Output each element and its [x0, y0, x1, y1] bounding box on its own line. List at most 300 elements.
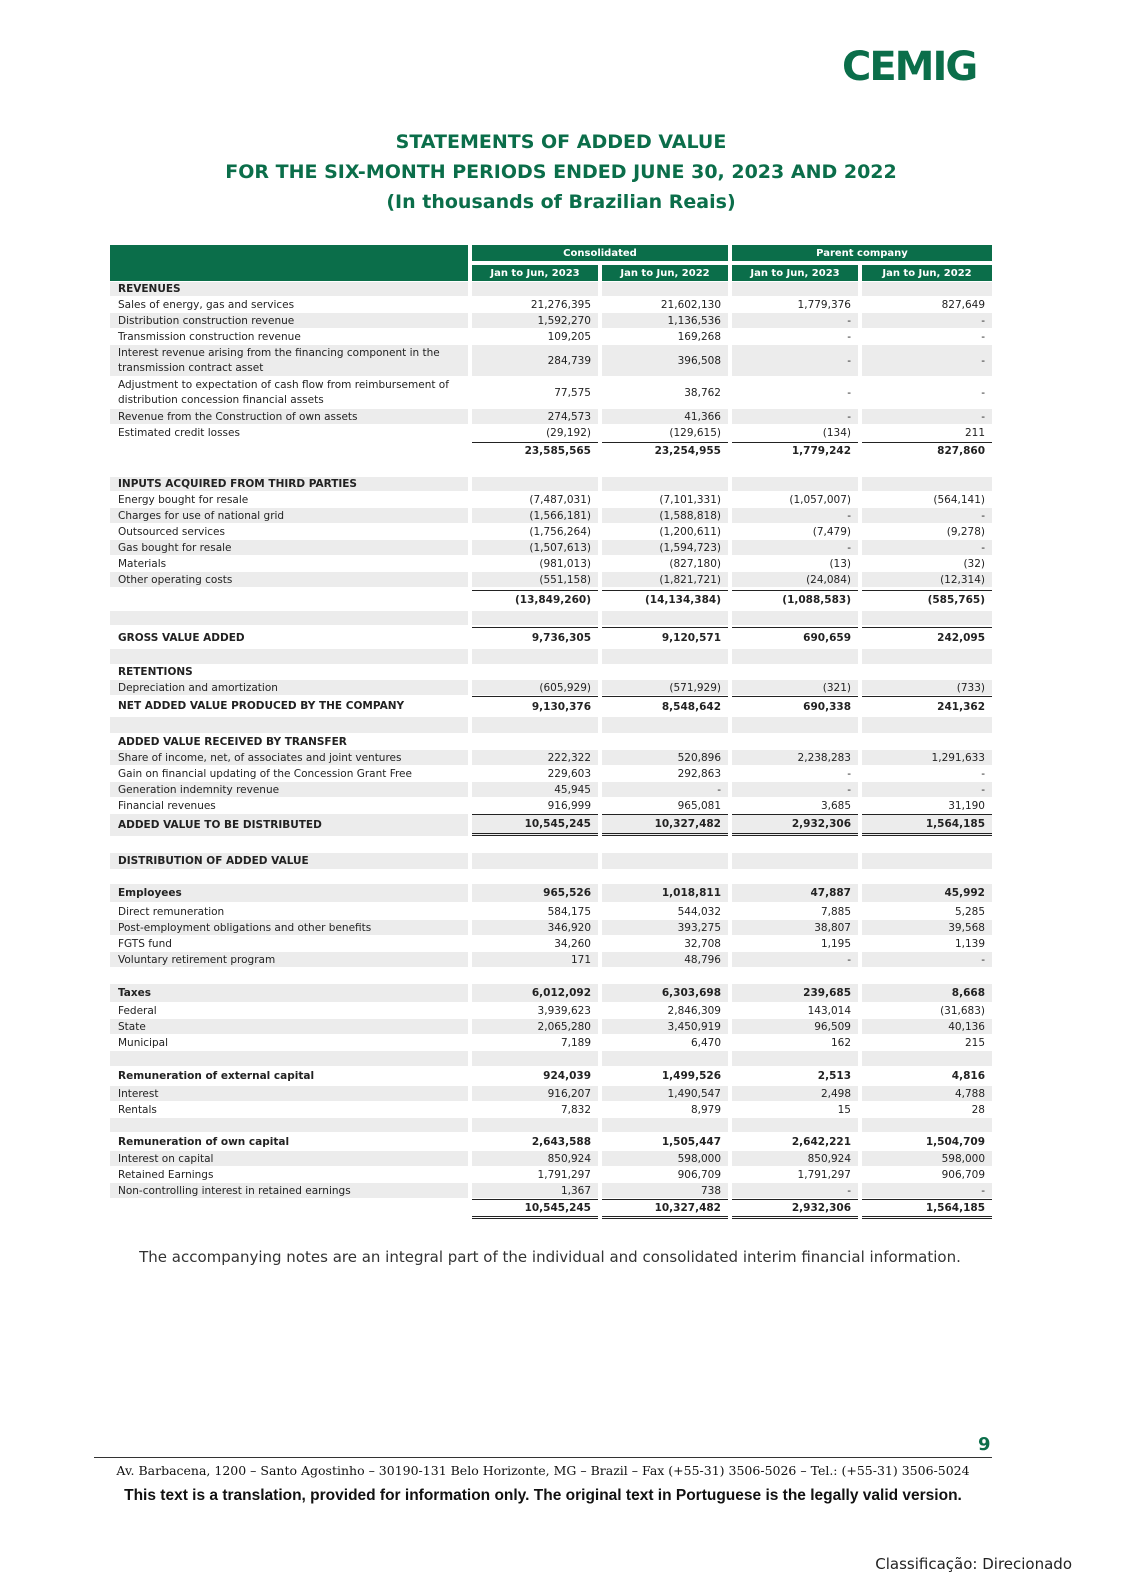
value-cell — [472, 611, 598, 625]
table-row — [110, 904, 992, 919]
value-cell: 1,779,376 — [797, 298, 851, 311]
value-cell: 850,924 — [732, 1151, 858, 1166]
value-cell: (564,141) — [933, 493, 985, 506]
header-col-3: Jan to Jun, 2023 — [732, 265, 858, 281]
row-label: Transmission construction revenue — [118, 330, 301, 343]
value-cell: (1,821,721) — [602, 572, 728, 587]
row-label: RETENTIONS — [118, 666, 193, 678]
value-cell — [602, 611, 728, 625]
value-cell: (29,192) — [546, 427, 591, 439]
row-label: Revenue from the Construction of own assets — [110, 409, 468, 424]
value-cell: (827,180) — [669, 557, 721, 570]
value-cell: 1,505,447 — [661, 1135, 721, 1148]
value-cell: 21,602,130 — [660, 298, 721, 311]
row-label — [110, 590, 468, 609]
value-cell: 2,238,283 — [732, 750, 858, 765]
table-row — [110, 884, 992, 902]
value-cell: - — [847, 767, 851, 780]
value-cell: (551,158) — [472, 572, 598, 587]
table-row — [110, 1035, 992, 1050]
row-label: Share of income, net, of associates and joint ventures — [110, 750, 468, 765]
header-col-2: Jan to Jun, 2022 — [602, 265, 728, 281]
table-row — [110, 409, 992, 424]
row-label: REVENUES — [110, 282, 468, 296]
value-cell: - — [981, 767, 985, 780]
value-cell: (129,615) — [669, 427, 721, 439]
table-row — [110, 853, 992, 869]
row-label: Post-employment obligations and other benefits — [110, 920, 468, 935]
value-cell: 965,526 — [472, 884, 598, 902]
value-cell: 6,303,698 — [602, 984, 728, 1002]
value-cell: 7,189 — [560, 1036, 591, 1049]
table-row — [110, 1067, 992, 1085]
value-cell — [472, 477, 598, 491]
value-cell — [732, 1051, 858, 1066]
value-cell: 96,509 — [732, 1019, 858, 1034]
table-row — [110, 442, 992, 459]
value-cell: (12,314) — [862, 572, 992, 587]
value-cell: 520,896 — [602, 750, 728, 765]
row-label — [110, 1051, 468, 1066]
row-label: Retained Earnings — [118, 1168, 214, 1181]
company-address: Av. Barbacena, 1200 – Santo Agostinho – 30190-131 Belo Horizonte, MG – Brazil – Fax (+55-31) 3506-5026 – Tel.: (+55-31) 3506-5024 — [116, 1463, 970, 1478]
value-cell: - — [732, 313, 858, 328]
value-cell: 393,275 — [602, 920, 728, 935]
value-cell — [862, 838, 992, 852]
value-cell: (9,278) — [946, 525, 985, 538]
value-cell — [862, 1051, 992, 1066]
table-row — [110, 313, 992, 328]
value-cell — [602, 649, 728, 664]
value-cell — [472, 734, 598, 749]
row-label: ADDED VALUE RECEIVED BY TRANSFER — [118, 735, 347, 748]
value-cell: 32,708 — [684, 937, 721, 950]
header-parent-company: Parent company — [732, 245, 992, 261]
value-cell: 10,545,245 — [472, 814, 598, 836]
value-cell — [602, 968, 728, 983]
table-row — [110, 1051, 992, 1066]
value-cell: 2,643,588 — [531, 1135, 591, 1148]
table-row — [110, 649, 992, 664]
value-cell: - — [862, 508, 992, 523]
value-cell — [862, 734, 992, 749]
value-cell: 9,736,305 — [472, 627, 598, 648]
value-cell — [732, 611, 858, 625]
row-label: Depreciation and amortization — [110, 680, 468, 695]
value-cell: 5,285 — [954, 905, 985, 918]
table-row — [110, 936, 992, 951]
value-cell: - — [862, 952, 992, 967]
value-cell: 28 — [971, 1103, 985, 1116]
value-cell: 48,796 — [602, 952, 728, 967]
value-cell: 916,207 — [472, 1086, 598, 1101]
value-cell: (24,084) — [732, 572, 858, 587]
value-cell: - — [847, 330, 851, 343]
value-cell: 690,659 — [732, 627, 858, 648]
value-cell — [862, 1118, 992, 1132]
value-cell: (1,594,723) — [602, 540, 728, 555]
row-label: Employees — [110, 884, 468, 902]
row-label — [110, 838, 468, 852]
value-cell: 10,327,482 — [602, 1199, 728, 1219]
value-cell — [862, 477, 992, 491]
value-cell: (571,929) — [602, 680, 728, 695]
row-label: Municipal — [118, 1036, 168, 1049]
table-row — [110, 838, 992, 852]
value-cell — [732, 649, 858, 664]
statement-title: STATEMENTS OF ADDED VALUE — [395, 131, 727, 153]
table-row — [110, 782, 992, 797]
row-label: DISTRIBUTION OF ADDED VALUE — [110, 853, 468, 869]
value-cell: 924,039 — [543, 1070, 591, 1082]
value-cell — [862, 459, 992, 479]
value-cell — [602, 1118, 728, 1132]
value-cell: 21,276,395 — [530, 298, 591, 311]
value-cell: - — [732, 1183, 858, 1198]
value-cell: 1,791,297 — [537, 1168, 591, 1181]
value-cell — [732, 459, 858, 479]
svg-text:CEMIG: CEMIG — [842, 44, 977, 86]
value-cell: 169,268 — [677, 330, 721, 343]
value-cell: 544,032 — [677, 905, 721, 918]
value-cell — [602, 1051, 728, 1066]
value-cell: 8,548,642 — [602, 696, 728, 716]
value-cell: - — [732, 345, 858, 376]
value-cell: 162 — [830, 1036, 851, 1049]
value-cell: 1,490,547 — [602, 1086, 728, 1101]
value-cell: 7,832 — [560, 1103, 591, 1116]
value-cell: 827,649 — [941, 298, 985, 311]
value-cell: (1,507,613) — [472, 540, 598, 555]
value-cell: 1,139 — [954, 937, 985, 950]
value-cell: - — [862, 540, 992, 555]
value-cell: 45,992 — [862, 884, 992, 902]
value-cell: 2,932,306 — [732, 1199, 858, 1219]
value-cell: - — [862, 345, 992, 376]
header-label-band — [110, 245, 468, 281]
table-row — [110, 345, 992, 376]
value-cell — [472, 1051, 598, 1066]
value-cell: 396,508 — [602, 345, 728, 376]
table-row — [110, 696, 992, 716]
row-label: Taxes — [110, 984, 468, 1002]
value-cell: 23,585,565 — [472, 442, 598, 459]
statement-period: FOR THE SIX-MONTH PERIODS ENDED JUNE 30, 2023 AND 2022 — [225, 161, 897, 183]
value-cell: 598,000 — [862, 1151, 992, 1166]
table-row — [110, 680, 992, 695]
row-label: Sales of energy, gas and services — [118, 298, 295, 311]
value-cell: (1,566,181) — [472, 508, 598, 523]
row-label — [110, 717, 468, 733]
table-row — [110, 282, 992, 296]
value-cell: 2,846,309 — [667, 1004, 721, 1017]
value-cell: 4,816 — [951, 1070, 985, 1082]
value-cell: 6,470 — [690, 1036, 721, 1049]
value-cell: 1,018,811 — [602, 884, 728, 902]
value-cell: 690,338 — [732, 696, 858, 716]
value-cell: 45,945 — [472, 782, 598, 797]
value-cell — [602, 477, 728, 491]
value-cell — [602, 838, 728, 852]
row-label: Energy bought for resale — [118, 493, 249, 506]
value-cell: - — [981, 330, 985, 343]
value-cell — [862, 717, 992, 733]
value-cell: - — [732, 540, 858, 555]
accompanying-notes: The accompanying notes are an integral part of the individual and consolidated interim financial information. — [139, 1248, 961, 1266]
row-label — [110, 968, 468, 983]
value-cell: 10,327,482 — [602, 814, 728, 836]
value-cell — [472, 853, 598, 869]
value-cell: (321) — [732, 680, 858, 695]
table-row — [110, 524, 992, 539]
value-cell: 241,362 — [862, 696, 992, 716]
table-row — [110, 627, 992, 648]
value-cell: 284,739 — [472, 345, 598, 376]
row-label: Voluntary retirement program — [110, 952, 468, 967]
value-cell: 827,860 — [862, 442, 992, 459]
table-row — [110, 734, 992, 749]
value-cell: - — [732, 508, 858, 523]
value-cell — [472, 1118, 598, 1132]
value-cell: 47,887 — [732, 884, 858, 902]
value-cell: 3,450,919 — [602, 1019, 728, 1034]
value-cell: 2,642,221 — [791, 1135, 851, 1148]
value-cell: 346,920 — [472, 920, 598, 935]
value-cell — [602, 665, 728, 679]
value-cell: - — [862, 409, 992, 424]
value-cell: 906,709 — [677, 1168, 721, 1181]
row-label: Interest revenue arising from the financing component in the transmission contract asset — [110, 345, 468, 376]
value-cell: 1,791,297 — [797, 1168, 851, 1181]
row-label: Rentals — [118, 1103, 157, 1116]
value-cell — [862, 649, 992, 664]
value-cell: - — [981, 386, 985, 399]
statement-currency: (In thousands of Brazilian Reais) — [386, 191, 736, 213]
value-cell: 23,254,955 — [602, 442, 728, 459]
row-label: Interest on capital — [110, 1151, 468, 1166]
value-cell — [862, 665, 992, 679]
table-row — [110, 968, 992, 983]
value-cell — [602, 282, 728, 296]
table-row — [110, 766, 992, 781]
value-cell — [472, 870, 598, 883]
value-cell — [732, 665, 858, 679]
row-label — [110, 1118, 468, 1132]
value-cell: 2,065,280 — [472, 1019, 598, 1034]
value-cell: 39,568 — [862, 920, 992, 935]
value-cell: (7,101,331) — [659, 493, 721, 506]
value-cell: 1,779,242 — [732, 442, 858, 459]
row-label — [110, 649, 468, 664]
value-cell: 3,939,623 — [537, 1004, 591, 1017]
table-row — [110, 1003, 992, 1018]
value-cell: 738 — [602, 1183, 728, 1198]
value-cell: - — [602, 782, 728, 797]
table-row — [110, 508, 992, 523]
row-label: Non-controlling interest in retained earnings — [110, 1183, 468, 1198]
value-cell — [602, 853, 728, 869]
row-label — [110, 611, 468, 625]
value-cell — [602, 717, 728, 733]
table-row — [110, 590, 992, 609]
value-cell: (585,765) — [862, 590, 992, 609]
value-cell: 31,190 — [948, 799, 985, 812]
value-cell — [732, 717, 858, 733]
value-cell: 10,545,245 — [472, 1199, 598, 1219]
header-col-1: Jan to Jun, 2023 — [472, 265, 598, 281]
table-row — [110, 611, 992, 625]
value-cell — [862, 870, 992, 883]
table-row — [110, 492, 992, 507]
value-cell — [732, 968, 858, 983]
value-cell: (7,479) — [812, 525, 851, 538]
row-label — [110, 459, 468, 479]
value-cell: 1,504,709 — [925, 1135, 985, 1148]
value-cell — [472, 282, 598, 296]
value-cell: 38,807 — [732, 920, 858, 935]
table-row — [110, 1167, 992, 1182]
value-cell — [732, 838, 858, 852]
table-row — [110, 459, 992, 479]
value-cell: 965,081 — [677, 799, 721, 812]
value-cell: 38,762 — [684, 386, 721, 399]
value-cell: 1,195 — [820, 937, 851, 950]
value-cell: 850,924 — [472, 1151, 598, 1166]
row-label: Gain on financial updating of the Concession Grant Free — [118, 767, 412, 780]
value-cell: 34,260 — [554, 937, 591, 950]
value-cell: (14,134,384) — [602, 590, 728, 609]
value-cell: 1,564,185 — [862, 814, 992, 836]
value-cell: (134) — [822, 427, 851, 439]
value-cell: 1,291,633 — [862, 750, 992, 765]
value-cell — [862, 853, 992, 869]
value-cell — [602, 734, 728, 749]
value-cell: (7,487,031) — [529, 493, 591, 506]
value-cell: 9,130,376 — [472, 696, 598, 716]
row-label: FGTS fund — [118, 937, 172, 950]
value-cell: 1,592,270 — [472, 313, 598, 328]
table-row — [110, 1102, 992, 1117]
row-label: State — [110, 1019, 468, 1034]
value-cell: 8,979 — [690, 1103, 721, 1116]
value-cell: - — [862, 1183, 992, 1198]
value-cell: (13,849,260) — [472, 590, 598, 609]
value-cell: 77,575 — [554, 386, 591, 399]
value-cell — [862, 611, 992, 625]
value-cell: 1,499,526 — [661, 1070, 721, 1082]
value-cell: 1,564,185 — [862, 1199, 992, 1219]
table-row — [110, 952, 992, 967]
value-cell: 109,205 — [547, 330, 591, 343]
value-cell — [732, 853, 858, 869]
value-cell: - — [732, 409, 858, 424]
value-cell: 598,000 — [602, 1151, 728, 1166]
value-cell — [732, 477, 858, 491]
value-cell: 8,668 — [862, 984, 992, 1002]
table-row — [110, 556, 992, 571]
row-label — [110, 870, 468, 883]
row-label: Gas bought for resale — [110, 540, 468, 555]
row-label: Other operating costs — [110, 572, 468, 587]
row-label: Estimated credit losses — [118, 427, 240, 439]
value-cell — [472, 968, 598, 983]
row-label: Distribution construction revenue — [110, 313, 468, 328]
value-cell: 2,932,306 — [732, 814, 858, 836]
translation-disclaimer: This text is a translation, provided for information only. The original text in Portuguese is the legally valid version. — [124, 1487, 962, 1504]
value-cell — [732, 282, 858, 296]
value-cell: (32) — [963, 557, 985, 570]
row-label — [110, 1199, 468, 1219]
table-row — [110, 572, 992, 587]
table-row — [110, 1183, 992, 1198]
value-cell: (1,588,818) — [602, 508, 728, 523]
value-cell — [472, 459, 598, 479]
value-cell — [732, 1118, 858, 1132]
value-cell — [472, 665, 598, 679]
value-cell: 171 — [472, 952, 598, 967]
value-cell: 7,885 — [820, 905, 851, 918]
value-cell: (1,057,007) — [789, 493, 851, 506]
table-row — [110, 477, 992, 491]
value-cell: (981,013) — [539, 557, 591, 570]
value-cell: 274,573 — [472, 409, 598, 424]
value-cell: (1,200,611) — [659, 525, 721, 538]
value-cell: 229,603 — [547, 767, 591, 780]
value-cell: 239,685 — [732, 984, 858, 1002]
value-cell — [732, 734, 858, 749]
value-cell: 242,095 — [862, 627, 992, 648]
table-row — [110, 870, 992, 883]
row-label — [110, 442, 468, 459]
footer-rule — [94, 1457, 992, 1458]
table-row — [110, 717, 992, 733]
row-label: Outsourced services — [118, 525, 225, 538]
value-cell: 9,120,571 — [602, 627, 728, 648]
value-cell: (13) — [829, 557, 851, 570]
table-row — [110, 1199, 992, 1219]
table-row — [110, 540, 992, 555]
row-label: ADDED VALUE TO BE DISTRIBUTED — [110, 814, 468, 836]
table-row — [110, 1151, 992, 1166]
value-cell: (1,756,264) — [529, 525, 591, 538]
value-cell: - — [862, 313, 992, 328]
header-col-4: Jan to Jun, 2022 — [862, 265, 992, 281]
row-label: Remuneration of own capital — [118, 1135, 290, 1148]
table-row — [110, 1086, 992, 1101]
row-label: Generation indemnity revenue — [110, 782, 468, 797]
row-label: Charges for use of national grid — [110, 508, 468, 523]
row-label: Materials — [118, 557, 167, 570]
row-label: Federal — [118, 1004, 157, 1017]
table-row — [110, 1019, 992, 1034]
value-cell — [472, 717, 598, 733]
table-row — [110, 984, 992, 1002]
value-cell: 211 — [964, 427, 985, 439]
value-cell: 143,014 — [807, 1004, 851, 1017]
table-row — [110, 329, 992, 344]
value-cell: - — [732, 952, 858, 967]
row-label: Financial revenues — [118, 799, 216, 812]
row-label: GROSS VALUE ADDED — [118, 631, 245, 644]
value-cell — [862, 282, 992, 296]
value-cell: 1,136,536 — [602, 313, 728, 328]
header-consolidated: Consolidated — [472, 245, 728, 261]
table-row — [110, 377, 992, 408]
value-cell: (31,683) — [940, 1004, 985, 1017]
value-cell: - — [862, 782, 992, 797]
value-cell: (733) — [862, 680, 992, 695]
table-row — [110, 665, 992, 679]
